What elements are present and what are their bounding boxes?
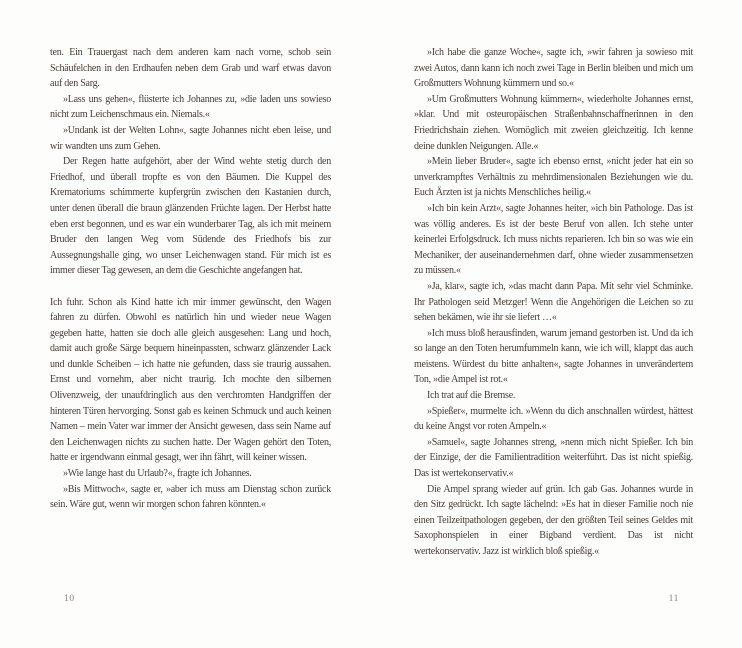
page-number-right: 11 (668, 594, 679, 604)
paragraph: »Samuel«, sagte Johannes streng, »nenn mich nicht Spießer. Ich bin der Einzige, der die Familientradition weiterführt. Das ist nicht spießig. Das ist wertekonservativ.« (414, 436, 693, 480)
paragraph: Die Ampel sprang wieder auf grün. Ich gab Gas. Johannes wurde in den Sitz gedrückt. Ich sagte lächelnd: »Es hat in dieser Familie noch nie einen Teilzeitpathologen gegeben, der den größten Teil seines Geldes mit Saxophonspielen in einer Bigband verdient. Das ist nicht wertekonservativ. Jazz ist wirklich bloß spießig.« (414, 483, 693, 557)
paragraph: Ich trat auf die Bremse. (427, 390, 516, 402)
paragraph: »Bis Mittwoch«, sagte er, »aber ich muss am Dienstag schon zurück sein. Wäre gut, wenn wir morgen schon fahren könnten.« (50, 483, 331, 511)
paragraph-section-start: Ich fuhr. Schon als Kind hatte ich mir immer gewünscht, den Wagen fahren zu dürfen. Obwohl es natürlich hin und wieder neue Wagen gegeben hatte, hatten sie doch alle gleich ausgesehen: Lang und hoch, damit auch große Särge bequem hineinpassten, schwarz glänzender Lack und dunkle Scheiben – ich hatte nie gefunden, dass sie traurig aussahen. Ernst und vornehm, aber nicht traurig. Ich mochte den silbernen Olivenzweig, der unaufdringlich aus den verchromten Handgriffen der hinteren Türen hervorging. Sonst gab es keinen Schmuck und auch keinen Namen – mein Vater war immer der Ansicht gewesen, dass sein Name auf den Leichenwagen nichts zu suchen hatte. Der Wagen gehört den Toten, hatte er irgendwann einmal gesagt, wer ihn fährt, will keiner wissen. (50, 296, 331, 464)
paragraph: »Lass uns gehen«, flüsterte ich Johannes zu, »die laden uns sowieso nicht zum Leichenschmaus ein. Niemals.« (50, 93, 331, 121)
paragraph: »Undank ist der Welten Lohn«, sagte Johannes nicht eben leise, und wir wandten uns zum Gehen. (50, 124, 331, 152)
paragraph: »Mein lieber Bruder«, sagte ich ebenso ernst, »nicht jeder hat ein so unverkrampftes Verhältnis zu mehrdimensionalen Beziehungen wie du. Euch Ärzten ist ja nichts Menschliches heilig.« (414, 156, 693, 199)
paragraph: »Ich habe die ganze Woche«, sagte ich, »wir fahren ja sowieso mit zwei Autos, dann kann ich noch zwei Tage in Berlin bleiben und mich um Großmutters Wohnung kümmern und so.« (414, 47, 693, 90)
paragraph: »Ich bin kein Arzt«, sagte Johannes heiter, »ich bin Pathologe. Das ist was völlig anderes. Es ist der beste Beruf von allen. Ich stehe unter keinerlei Erfolgsdruck. Ich muss nichts reparieren. Ich bin so was wie ein Mechaniker, der auseinandernehmen darf, ohne wieder zusammensetzen zu müssen.« (414, 202, 693, 277)
page-right-text (414, 45, 693, 560)
page-number-left: 10 (64, 594, 75, 604)
paragraph: »Spießer«, murmelte ich. »Wenn du dich anschnallen würdest, hättest du keine Angst vor roten Ampeln.« (414, 405, 693, 433)
paragraph: Der Regen hatte aufgehört, aber der Wind wehte stetig durch den Friedhof, und überall tropfte es von den Bäumen. Die Kuppel des Krematoriums schimmerte kupfergrün zwischen den Kastanien durch, unter denen überall die braun glänzenden Früchte lagen. Der Herbst hatte eben erst begonnen, und es war ein wunderbarer Tag, als ich mit meinem Bruder den langen Weg vom Südende des Friedhofs bis zur Aussegnungshalle ging, wo unser Leichenwagen stand. Für mich ist es immer dieser Tag gewesen, an dem die Geschichte angefangen hat. (50, 156, 331, 277)
page-left-text (50, 45, 331, 513)
paragraph: »Ja, klar«, sagte ich, »das macht dann Papa. Mit sehr viel Schminke. Ihr Pathologen seid Metzger! Wenn die Angehörigen die Leichen so zu sehen bekämen, wie ihr sie liefert …« (414, 280, 693, 324)
paragraph: »Um Großmutters Wohnung kümmern«, wiederholte Johannes ernst, »klar. Und mit osteuropäischen Straßenbahnschaffnerinnen in den Friedrichshain ziehen. Womöglich mit zweien gleichzeitig. Ich kenne deine dunklen Neigungen. Alle.« (414, 93, 693, 152)
paragraph: »Wie lange hast du Urlaub?«, fragte ich Johannes. (63, 468, 252, 480)
paragraph: »Ich muss bloß herausfinden, warum jemand gestorben ist. Und da ich so lange an den Toten herumfummeln kann, wie ich will, klappt das auch meistens. Würdest du bitte anhalten«, sagte Johannes in unverändertem Ton, »die Ampel ist rot.« (414, 327, 693, 386)
paragraph: ten. Ein Trauergast nach dem anderen kam nach vorne, schob sein Schäufelchen in den Erdhaufen neben dem Grab und warf etwas davon auf den Sarg. (50, 47, 331, 90)
